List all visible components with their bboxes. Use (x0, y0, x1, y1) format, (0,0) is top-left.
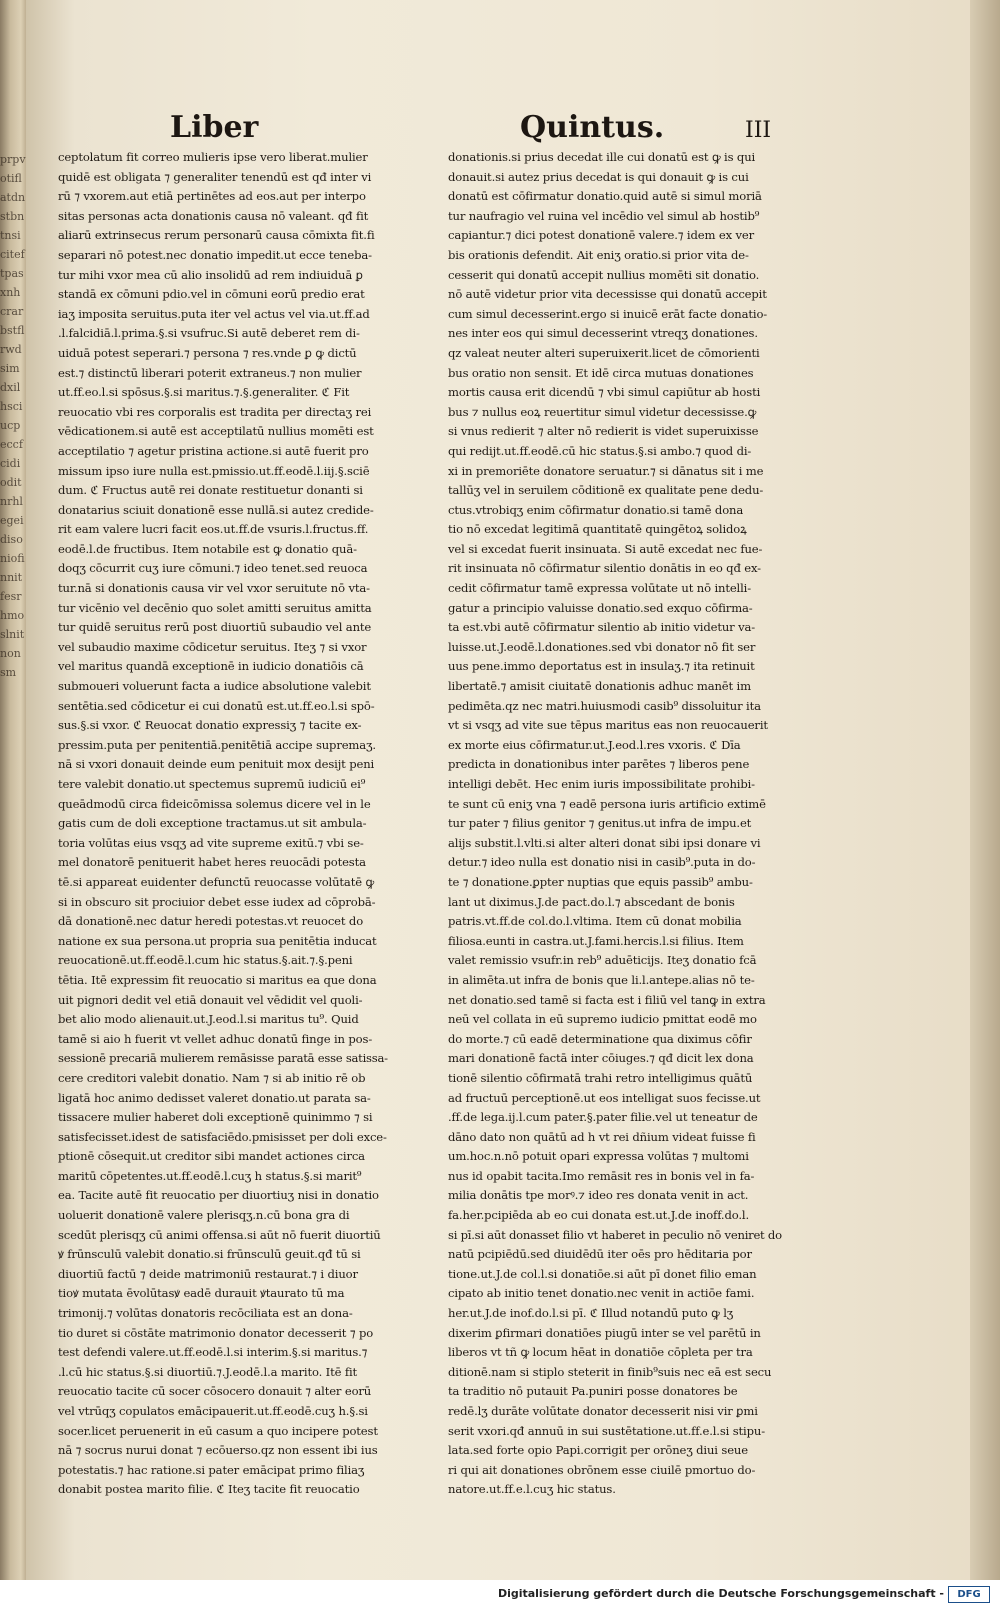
text-line: tione.ut.J.de col.l.si donatiōe.si aūt pī donet filio eman (448, 1266, 757, 1281)
text-line: ligatā hoc animo dedisset valeret donatio.ut parata sa- (58, 1090, 371, 1105)
text-line: cesserit qui donatū accepit nullius momēti sit donatio. (448, 267, 760, 282)
text-line: natū pcipiēdū.sed diuidēdū iter oēs pro hēditaria por (448, 1247, 752, 1262)
text-line: gatis cum de doli exceptione tractamus.ut sit ambula- (58, 816, 367, 831)
text-line: reuocationē.ut.ff.eodē.l.cum hic status.§.ait.⁊.§.peni (58, 953, 353, 968)
text-line: uit pignori dedit vel etiā donauit vel vēdidit vel quoli- (58, 992, 363, 1007)
text-line: sitas personas acta donationis causa nō valeant. qđ fit (58, 208, 369, 223)
text-line: lant ut diximus.J.de pact.do.l.⁊ abscedant de bonis (448, 894, 735, 909)
text-line: tionē silentio cōfirmatā trahi retro intelligimus quātū (448, 1070, 753, 1085)
text-line: uiduā potest seperari.⁊ persona ⁊ res.vnde ꝑ ꝙ dictū (58, 345, 357, 360)
text-line: fa.her.pcipiēda ab eo cui donata est.ut.J.de inoff.do.l. (448, 1208, 749, 1223)
text-line: ꝟ frūnsculū valebit donatio.si frūnsculū geuit.qđ tū si (58, 1247, 361, 1262)
text-line: rit eam valere lucri facit eos.ut.ff.de vsuris.l.fructus.ff. (58, 522, 369, 537)
text-line: queādmodū circa fideicōmissa solemus dicere vel in le (58, 796, 371, 811)
text-line: scedūt plerisqʒ cū animi offensa.si aūt nō fuerit diuortiū (58, 1227, 381, 1242)
text-line: gatur a principio valuisse donatio.sed exquo cōfirma- (448, 600, 753, 615)
text-line: tur naufragio vel ruina vel incēdio vel simul ab hostib⁹ (448, 208, 760, 223)
text-line: patris.vt.ff.de col.do.l.vltima. Item cū donat mobilia (448, 914, 742, 929)
text-line: rit insinuata nō cōfirmatur silentio donātis in eo qđ ex- (448, 561, 761, 576)
text-line: qui redijt.ut.ff.eodē.cū hic status.§.si ambo.⁊ quod di- (448, 443, 752, 458)
text-line: potestatis.⁊ hac ratione.si pater emācipat primo filiaʒ (58, 1462, 365, 1477)
text-line: vēdicationem.si autē est acceptilatū nullius momēti est (58, 424, 374, 439)
text-line: ex morte eius cōfirmatur.ut.J.eod.l.res vxoris. ℭ Dīa (448, 737, 741, 752)
text-line: ditionē.nam si stiplo steterit in finib⁹suis nec eā est secu (448, 1364, 772, 1379)
text-line: tur mihi vxor mea cū alio insolidū ad rem indiuiduā ꝑ (58, 267, 363, 282)
text-line: est.⁊ distinctū liberari poterit extraneus.⁊ non mulier (58, 365, 362, 380)
text-line: si pī.si aūt donasset filio vt haberet in peculio nō veniret do (448, 1227, 782, 1242)
text-line: submoueri voluerunt facta a iudice absolutione valebit (58, 679, 371, 694)
text-line: acceptilatio ⁊ agetur pristina actione.si autē fuerit pro (58, 443, 369, 458)
text-line: ptionē cōsequit.ut creditor sibi mandet actiones circa (58, 1149, 365, 1164)
text-line: serit vxori.qđ annuū in sui sustētatione.ut.ff.e.l.si stipu- (448, 1423, 765, 1438)
text-line: ta est.vbi autē cōfirmatur silentio ab initio videtur va- (448, 620, 756, 635)
text-line: separari nō potest.nec donatio impedit.ut ecce teneba- (58, 247, 372, 262)
text-line: donationis.si prius decedat ille cui donatū est ꝙ is qui (448, 150, 756, 164)
text-line: si in obscuro sit prociuior debet esse iudex ad cōprobā- (58, 894, 376, 909)
text-line: vel maritus quandā exceptionē in iudicio donatiōis cā (58, 659, 364, 674)
page-edge (970, 0, 1000, 1580)
text-line: vel subaudio maxime cōdicetur seruitus. Iteʒ ⁊ si vxor (58, 639, 367, 654)
text-line: ctus.vtrobiqʒ enim cōfirmatur donatio.si tamē dona (448, 502, 744, 517)
text-line: donatū est cōfirmatur donatio.quid autē si simul moriā (448, 189, 762, 204)
text-line: milia donātis tpe morꝰ.⁊ ideo res donata venit in act. (448, 1188, 749, 1203)
text-line: nes inter eos qui simul decesserint vtreqʒ donationes. (448, 326, 758, 341)
text-line: .l.cū hic status.§.si diuortiū.⁊.J.eodē.l.a marito. Itē fit (58, 1364, 358, 1379)
text-line: tamē si aio h fuerit vt vellet adhuc donatū finge in pos- (58, 1031, 373, 1046)
text-line: nā si vxori donauit deinde eum penituit mox desijt peni (58, 757, 375, 772)
text-line: do morte.⁊ cū eadē determinatione qua diximus cōfir (448, 1031, 752, 1046)
text-column-left (58, 148, 390, 1500)
text-line: uoluerit donationē valere plerisqʒ.n.cū bona gra di (58, 1208, 350, 1223)
text-line: tioꝟ mutata ēvolūtasꝟ eadē durauit ꝟtaurato tū ma (58, 1286, 345, 1301)
text-line: mortis causa erit dicendū ⁊ vbi simul capiūtur ab hosti (448, 385, 761, 400)
text-line: ea. Tacite autē fit reuocatio per diuortiuʒ nisi in donatio (58, 1188, 379, 1203)
text-line: satisfecisset.idest de satisfaciēdo.pmisisset per doli exce- (58, 1129, 387, 1144)
text-line: her.ut.J.de inof.do.l.si pī. ℭ Illud notandū puto ꝙ lʒ (448, 1306, 734, 1321)
text-line: ta traditio nō putauit Pa.puniri posse donatores be (448, 1384, 738, 1399)
text-line: in alimēta.ut infra de bonis que li.l.antepe.alias nō te- (448, 972, 755, 987)
text-line: sentētia.sed cōdicetur ei cui donatū est.ut.ff.eo.l.si spō- (58, 698, 375, 713)
text-line: bis orationis defendit. Ait eniʒ oratio.si prior vita de- (448, 247, 749, 262)
running-head-left: Liber (170, 110, 259, 145)
text-line: tere valebit donatio.ut spectemus supremū iudiciū ei⁹ (58, 777, 366, 791)
text-line: vel si excedat fuerit insinuata. Si autē excedat nec fue- (448, 541, 763, 556)
text-line: tur vicēnio vel decēnio quo solet amitti seruitus amitta (58, 600, 372, 615)
text-line: xi in premoriēte donatore seruatur.⁊ si dānatus sit i me (448, 463, 764, 478)
text-line: toria volūtas eius vsqʒ ad vite supreme exitū.⁊ vbi se- (58, 835, 364, 850)
text-line: libertatē.⁊ amisit ciuitatē donationis adhuc manēt im (448, 679, 751, 694)
text-line: sus.§.si vxor. ℭ Reuocat donatio expressiʒ ⁊ tacite ex- (58, 718, 362, 733)
text-line: reuocatio tacite cū socer cōsocero donauit ⁊ alter eorū (58, 1384, 372, 1399)
text-line: liberos vt tñ ꝙ locum hēat in donatiōe cōpleta per tra (448, 1345, 753, 1360)
text-line: missum ipso iure nulla est.pmissio.ut.ff.eodē.l.iij.§.sciē (58, 463, 370, 478)
text-line: detur.⁊ ideo nulla est donatio nisi in casib⁹.puta in do- (448, 855, 756, 870)
text-line: um.hoc.n.nō potuit opari expressa volūtas ⁊ multomi (448, 1149, 749, 1164)
text-line: pressim.puta per penitentiā.penitētiā accipe supremaʒ. (58, 737, 376, 752)
text-line: donabit postea marito filie. ℭ Iteʒ tacite fit reuocatio (58, 1482, 360, 1497)
text-line: net donatio.sed tamē si facta est i filiū vel tanꝙ in extra (448, 992, 766, 1007)
text-line: tissacere mulier haberet doli exceptionē quinimmo ⁊ si (58, 1110, 373, 1125)
text-line: cere creditori valebit donatio. Nam ⁊ si ab initio rē ob (58, 1070, 366, 1085)
text-line: cedit cōfirmatur tamē expressa volūtate ut nō intelli- (448, 581, 751, 596)
text-line: dum. ℭ Fructus autē rei donate restituetur donanti si (58, 483, 363, 498)
text-line: tur.nā si donationis causa vir vel vxor seruitute nō vta- (58, 581, 370, 596)
text-line: bus ⁊ nullus eoꝝ reuertitur simul videtur decessisse.ꝙ (448, 404, 757, 419)
text-line: cipato ab initio tenet donatio.nec venit in actiōe fami. (448, 1286, 755, 1301)
text-line: .ff.de lega.ij.l.cum pater.§.pater filie.vel ut teneatur de (448, 1110, 758, 1125)
dfg-logo: DFG (948, 1586, 990, 1603)
text-line: neū vel collata in eū supremo iudicio pmittat eodē mo (448, 1012, 757, 1027)
text-line: capiantur.⁊ dici potest donationē valere.⁊ idem ex ver (448, 228, 754, 243)
text-line: standā ex cōmuni pdio.vel in cōmuni eorū predio erat (58, 287, 365, 302)
text-line: te sunt cū eniʒ vna ⁊ eadē persona iuris artificio extimē (448, 796, 766, 811)
text-line: vel vtrūqʒ copulatos emācipauerit.ut.ff.eodē.cuʒ h.§.si (58, 1404, 368, 1418)
text-line: ri qui ait donationes obrōnem esse ciuilē pmortuo do- (448, 1462, 756, 1477)
text-line: redē.lʒ durāte volūtate donator decesserit nisi vir ꝑmi (448, 1404, 758, 1418)
text-line: dixerim ꝑfirmari donatiōes piugū inter se vel parētū in (448, 1325, 761, 1340)
text-column-right (448, 148, 784, 1500)
text-line: mel donatorē penituerit habet heres reuocādi potesta (58, 855, 366, 870)
text-line: nō autē videtur prior vita decessisse qui donatū accepit (448, 287, 767, 302)
text-line: donauit.si autez prius decedat is qui donauit ꝙ is cui (448, 169, 749, 184)
text-line: tallūʒ vel in seruilem cōditionē ex qualitate pene dedu- (448, 483, 764, 498)
text-line: pedimēta.qz nec matri.huiusmodi casib⁹ dissoluitur ita (448, 698, 761, 713)
text-line: bus oratio non sensit. Et idē circa mutuas donationes (448, 365, 754, 380)
text-line: rū ⁊ vxorem.aut etiā pertinētes ad eos.aut per interpo (58, 189, 366, 204)
text-line: si vnus redierit ⁊ alter nō redierit is videt superuixisse (448, 424, 759, 439)
text-line: iaʒ imposita seruitus.puta iter vel actus vel via.ut.ff.ad (58, 306, 370, 321)
text-line: test defendi valere.ut.ff.eodē.l.si interim.§.si maritus.⁊ (58, 1345, 368, 1360)
text-line: dāno dato non quātū ad h vt rei dñium videat fuisse fi (448, 1129, 756, 1144)
text-line: qz valeat neuter alteri superuixerit.licet de cōmorienti (448, 345, 760, 360)
folio-number: III (745, 118, 772, 143)
digitization-footer (0, 1580, 1000, 1608)
text-line: alijs substit.l.vlti.si alter alteri donat sibi ipsi donare vi (448, 835, 761, 850)
text-line: filiosa.eunti in castra.ut.J.fami.hercis.l.si filius. Item (448, 933, 744, 948)
text-line: ceptolatum fit correo mulieris ipse vero liberat.mulier (58, 150, 368, 164)
binding-strip (0, 0, 26, 1580)
text-line: ut.ff.eo.l.si spōsus.§.si maritus.⁊.§.generaliter. ℭ Fit (58, 385, 350, 400)
text-line: tur pater ⁊ filius genitor ⁊ genitus.ut infra de impu.et (448, 816, 752, 831)
text-line: reuocatio vbi res corporalis est tradita per directaʒ rei (58, 404, 372, 419)
text-line: aliarū extrinsecus rerum personarū causa cōmixta fit.fi (58, 228, 375, 243)
text-line: quidē est obligata ⁊ generaliter tenendū est qđ inter vi (58, 169, 372, 184)
text-line: predicta in donationibus inter parētes ⁊ liberos pene (448, 757, 750, 772)
text-line: tē.si appareat euidenter defunctū reuocasse volūtatē ꝙ (58, 874, 375, 889)
text-line: sessionē precariā mulierem remāsisse paratā esse satissa- (58, 1051, 388, 1066)
text-line: doqʒ cōcurrit cuʒ iure cōmuni.⁊ ideo tenet.sed reuoca (58, 561, 368, 576)
text-line: diuortiū factū ⁊ deide matrimoniū restaurat.⁊ i diuor (58, 1266, 358, 1281)
text-line: tētia. Itē expressim fit reuocatio si maritus ea que dona (58, 972, 377, 987)
text-line: maritū cōpetentes.ut.ff.eodē.l.cuʒ h status.§.si marit⁹ (58, 1168, 362, 1183)
text-line: cum simul decesserint.ergo si inuicē erāt facte donatio- (448, 306, 768, 321)
text-line: lata.sed forte opio Papi.corrigit per orōneʒ diui seue (448, 1443, 748, 1458)
text-line: luisse.ut.J.eodē.l.donationes.sed vbi donator nō fit ser (448, 639, 756, 654)
text-line: ad fructuū perceptionē.ut eos intelligat suos fecisse.ut (448, 1090, 761, 1105)
previous-page-margin-text: prpvotiflatdnstbntnsiciteftpasxnhcrarbstflrwdsimdxilhsciucpeccfcidioditnrhlegeidisoniofinnitfesrhmoslnitnonsm (0, 153, 26, 679)
text-line: valet remissio vsufr.in reb⁹ aduēticijs. Iteʒ donatio fcā (448, 953, 757, 968)
text-line: nā ⁊ socrus nurui donat ⁊ ecōuerso.qz non essent ibi ius (58, 1443, 378, 1458)
text-line: tur quidē seruitus rerū post diuortiū subaudio vel ante (58, 620, 372, 635)
text-line: dā donationē.nec datur heredi potestas.vt reuocet do (58, 914, 364, 929)
text-line: socer.licet peruenerit in eū casum a quo incipere potest (58, 1423, 378, 1438)
text-line: natione ex sua persona.ut propria sua penitētia inducat (58, 933, 377, 948)
footer-credit: Digitalisierung gefördert durch die Deutsche Forschungsgemeinschaft - (497, 1587, 944, 1600)
text-line: vt si vsqʒ ad vite sue tēpus maritus eas non reuocauerit (448, 718, 768, 733)
text-line: .l.falcidiā.l.prima.§.si vsufruc.Si autē deberet rem di- (58, 326, 360, 341)
text-line: uus pene.immo deportatus est in insulaʒ.⁊ ita retinuit (448, 659, 755, 674)
text-line: bet alio modo alienauit.ut.J.eod.l.si maritus tu⁹. Quid (58, 1012, 359, 1027)
running-head-right: Quintus. (520, 110, 665, 145)
text-line: donatarius sciuit donationē esse nullā.si autez credide- (58, 502, 374, 517)
text-line: eodē.l.de fructibus. Item notabile est ꝙ donatio quā- (58, 541, 357, 556)
text-line: te ⁊ donatione.ꝑpter nuptias que equis passib⁹ ambu- (448, 874, 753, 889)
text-line: trimonij.⁊ volūtas donatoris recōciliata est an dona- (58, 1306, 353, 1321)
text-line: mari donationē factā inter cōiuges.⁊ qđ dicit lex dona (448, 1051, 754, 1066)
text-line: natore.ut.ff.e.l.cuʒ hic status. (448, 1482, 616, 1497)
text-line: tio nō excedat legitimā quantitatē quingētoꝝ solidoꝝ (448, 522, 747, 537)
text-line: nus id opabit tacita.Imo remāsit res in bonis vel in fa- (448, 1168, 755, 1183)
text-line: intelligi debēt. Hec enim iuris impossibilitate prohibi- (448, 777, 755, 791)
text-line: tio duret si cōstāte matrimonio donator decesserit ⁊ po (58, 1325, 374, 1340)
